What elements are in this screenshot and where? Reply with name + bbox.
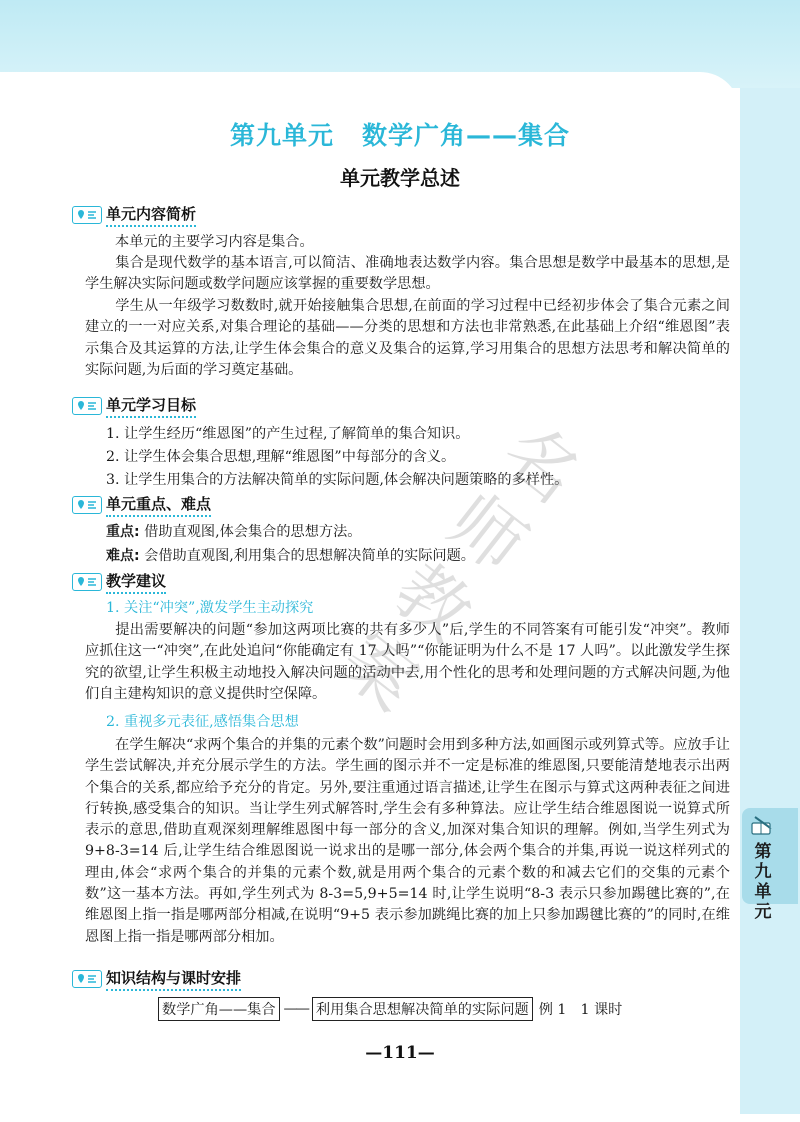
subsection-title: 2. 重视多元表征,感悟集合思想 [106,714,299,730]
goal-item: 1. 让学生经历“维恩图”的产生过程,了解简单的集合知识。 [106,426,470,442]
section-label: 知识结构与课时安排 [106,967,241,991]
section-header-key-points [72,494,211,516]
location-pin-icon [72,573,102,591]
goal-item: 2. 让学生体会集合思想,理解“维恩图”中每部分的含义。 [106,449,456,465]
paragraph: 提出需要解决的问题“参加这两项比赛的共有多少人”后,学生的不同答案有可能引发“冲突”。教师应抓住这一“冲突”,在此处追问“你能确定有 17 人吗”“你能证明为什么不是 17 人吗”。以此激发学生探究的欲望,让学生积极主动地投入解决问题的活动中去,用个性化的思考和处理问题的方式解决问题,为他们自主建构知识的意义提供时空保障。 [85,622,730,702]
key-point-line: 重点: 借助直观图,体会集合的思想方法。 [106,524,362,540]
title-topic: 数学广角——集合 [362,121,571,150]
page-title [0,116,800,152]
page-card [0,72,740,1122]
watermark: 名师教案 [324,408,596,727]
structure-box-topic: 数学广角——集合 [158,997,280,1021]
location-pin-icon [72,496,102,514]
paragraph: 本单元的主要学习内容是集合。 [115,234,314,250]
section-label: 单元内容简析 [106,203,196,227]
goal-item: 3. 让学生用集合的方法解决简单的实际问题,体会解决问题策略的多样性。 [106,472,569,488]
side-decor-band [740,88,800,1114]
paragraph: 在学生解决“求两个集合的并集的元素个数”问题时会用到多种方法,如画图示或列算式等。应放手让学生尝试解决,并充分展示学生的方法。学生画的图示并不一定是标准的维恩图,只要能清楚地表示出两个集合的关系,都应给予充分的肯定。另外,要注重通过语言描述,让学生在图示与算式这两种表征之间进行转换,感受集合的知识。当让学生列式解答时,学生会有多种算法。应让学生结合维恩图说一说算式所表示的意思,借助直观深刻理解维恩图中每一部分的含义,加深对集合知识的理解。例如,当学生列式为 9+8-3=14 后,让学生结合维恩图说一说求出的是哪一部分,体会两个集合的并集,再说一说这样列式的理由,体会“求两个集合的并集的元素个数,就是用两个集合的元素个数的和减去它们的交集的元素个数”这一基本方法。再如,学生列式为 8-3=5,9+5=14 时,让学生说明“8-3 表示只参加踢毽比赛的”,在维恩图上指一指是哪两部分相减,在说明“9+5 表示参加跳绳比赛的加上只参加踢毽比赛的”的同时,在维恩图上指一指是哪两部分相加。 [85,737,730,945]
structure-connector: —— [283,1001,308,1017]
section-label: 单元学习目标 [106,394,196,418]
section-label: 单元重点、难点 [106,493,211,517]
section-header-structure [72,968,241,990]
section-label: 教学建议 [106,570,166,594]
knowledge-structure [158,997,622,1021]
structure-example: 例 1 [538,1002,567,1018]
location-pin-icon [72,970,102,988]
section-header-learning-goals [72,395,196,417]
paragraph: 学生从一年级学习数数时,就开始接触集合思想,在前面的学习过程中已经初步体会了集合元素之间建立的一一对应关系,对集合理论的基础——分类的思想和方法也非常熟悉,在此基础上介绍“维恩图”表示集合及其运算的方法,让学生体会集合的意义及集合的运算,学习用集合的思想方法思考和解决简单的实际问题,为后面的学习奠定基础。 [85,298,730,378]
page-subtitle: 单元教学总述 [340,166,460,190]
location-pin-icon [72,397,102,415]
structure-hours: 1 课时 [580,1002,623,1018]
side-tab-label: 第九单元 [754,842,772,922]
paragraph: 集合是现代数学的基本语言,可以简洁、准确地表达数学内容。集合思想是数学中最基本的思想,是学生解决实际问题或数学问题应该掌握的重要数学思想。 [85,255,730,293]
book-pencil-icon [749,813,777,837]
section-header-content-analysis [72,204,196,226]
section-header-teaching-suggestions [72,571,166,593]
location-pin-icon [72,206,102,224]
structure-box-content: 利用集合思想解决简单的实际问题 [312,997,533,1021]
page-number: —111— [365,1043,435,1063]
title-unit: 第九单元 [229,121,334,150]
difficulty-line: 难点: 会借助直观图,利用集合的思想解决简单的实际问题。 [106,548,475,564]
subsection-title: 1. 关注“冲突”,激发学生主动探究 [106,600,314,616]
